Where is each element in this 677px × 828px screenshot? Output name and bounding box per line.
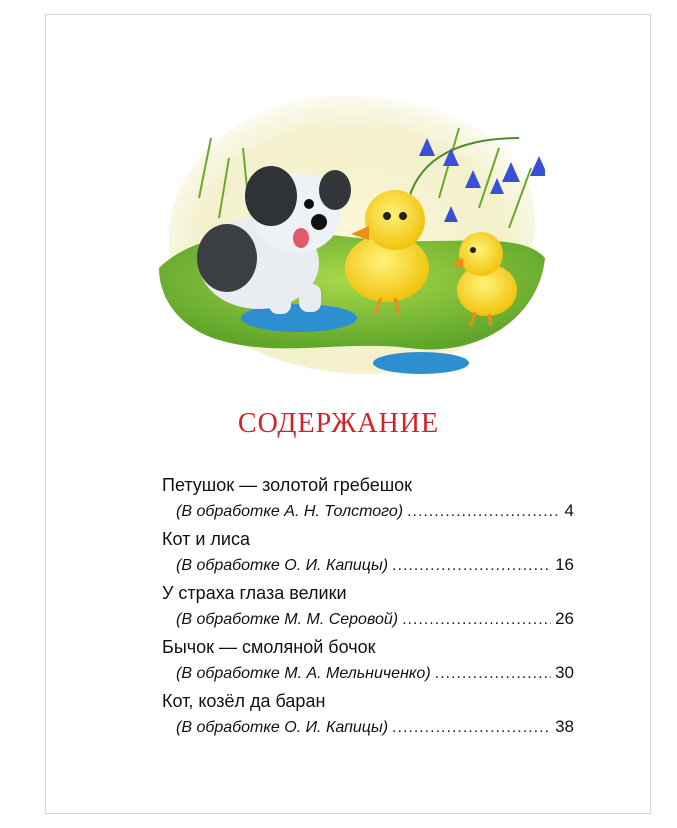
toc-page-number: 26 <box>555 609 574 628</box>
toc-entry-line <box>162 660 574 688</box>
table-of-contents <box>162 472 574 742</box>
toc-entry-line <box>162 606 574 634</box>
puddle <box>373 352 469 374</box>
toc-entry-line <box>162 552 574 580</box>
toc-page-number: 4 <box>564 501 574 520</box>
toc-page-number: 30 <box>555 663 574 682</box>
dot-leader <box>392 553 551 579</box>
contents-title: СОДЕРЖАНИЕ <box>237 408 440 439</box>
toc-entry[interactable] <box>162 580 574 634</box>
dot-leader <box>435 661 551 687</box>
illustration-puppy-and-ducklings <box>159 78 545 388</box>
toc-entry[interactable] <box>162 472 574 526</box>
dot-leader <box>402 607 551 633</box>
toc-page-number: 16 <box>555 555 574 574</box>
toc-entry-title: Петушок — золотой гребешок <box>162 475 413 495</box>
toc-entry-line <box>162 498 574 526</box>
toc-entry-note: (В обработке М. А. Мельниченко) <box>176 665 431 682</box>
toc-entry-note: (В обработке М. М. Серовой) <box>176 611 399 628</box>
toc-page-number: 38 <box>555 717 574 736</box>
toc-entry-title: Бычок — смоляной бочок <box>162 637 376 657</box>
toc-entry-note: (В обработке О. И. Капицы) <box>176 719 389 736</box>
dot-leader <box>392 715 551 741</box>
toc-entry[interactable] <box>162 634 574 688</box>
toc-entry-title: Кот и лиса <box>162 529 250 549</box>
toc-entry[interactable] <box>162 526 574 580</box>
toc-entry-title: Кот, козёл да баран <box>162 691 326 711</box>
toc-entry-title: У страха глаза велики <box>162 583 347 603</box>
dot-leader <box>407 499 560 525</box>
toc-entry-line <box>162 714 574 742</box>
toc-entry-note: (В обработке А. Н. Толстого) <box>176 503 404 520</box>
toc-entry-note: (В обработке О. И. Капицы) <box>176 557 389 574</box>
toc-entry[interactable] <box>162 688 574 742</box>
